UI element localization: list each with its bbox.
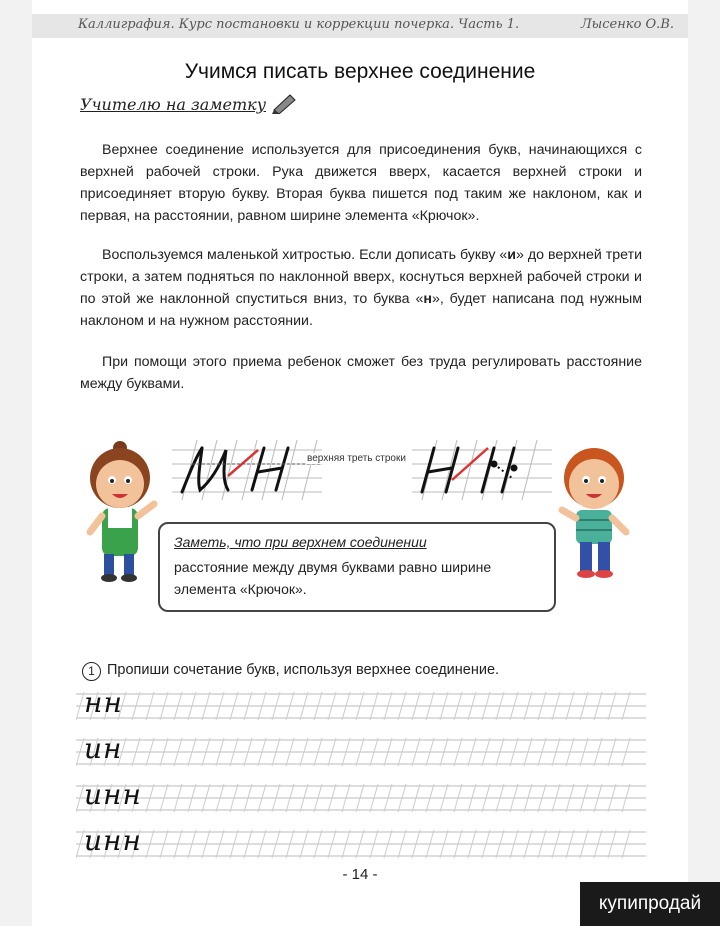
task-instruction bbox=[82, 662, 499, 681]
writing-lines-left bbox=[172, 440, 322, 500]
sample-letters-right bbox=[422, 448, 514, 492]
watermark-badge: купипродай bbox=[580, 882, 720, 926]
practice-row-1: нн bbox=[84, 686, 123, 719]
note-box-title: Заметь, что при верхнем соединении bbox=[174, 534, 427, 550]
paragraph-spacing: При помощи этого приема ребенок сможет без труда регулировать расстояние между буквами. bbox=[80, 354, 642, 392]
pencil-icon bbox=[270, 92, 298, 114]
header-author: Лысенко О.В. bbox=[580, 17, 674, 32]
header-course-title: Каллиграфия. Курс постановки и коррекции почерка. Часть 1. bbox=[78, 17, 520, 32]
practice-row-4: инн bbox=[84, 824, 142, 857]
letter-i-bold: и bbox=[507, 247, 517, 263]
page-header bbox=[32, 14, 688, 38]
paragraph-trick-part1: Воспользуемся маленькой хитростью. Если дописать букву « bbox=[102, 247, 508, 263]
teacher-note-heading: Учителю на заметку bbox=[80, 95, 266, 114]
boy-illustration bbox=[562, 448, 626, 578]
page-number: - 14 - bbox=[342, 866, 378, 883]
paragraph-trick bbox=[80, 244, 642, 332]
letter-n-bold: н bbox=[423, 291, 432, 307]
slant-guides bbox=[76, 692, 630, 858]
upper-third-label: верхняя треть строки bbox=[307, 453, 406, 464]
task-number: 1 bbox=[82, 662, 101, 681]
upper-joint-stroke-left bbox=[228, 450, 258, 476]
note-box bbox=[158, 522, 556, 612]
practice-lines bbox=[76, 686, 646, 866]
page-title: Учимся писать верхнее соединение bbox=[184, 60, 536, 83]
task-text: Пропиши сочетание букв, используя верхнее соединение. bbox=[107, 662, 500, 678]
note-box-text: расстояние между двумя буквами равно ширине элемента «Крючок». bbox=[174, 559, 492, 597]
paragraph-trick-part3: », будет написана под нужным наклоном и на нужном расстоянии. bbox=[80, 291, 642, 329]
practice-row-2: ин bbox=[84, 732, 123, 765]
practice-row-3: инн bbox=[84, 778, 142, 811]
girl-illustration bbox=[90, 441, 154, 582]
paragraph-trick-part2: » до верхней трети строки, а затем подняться по наклонной вверх, коснуться верхней рабочей строки и по этой же наклонной спуститься вниз, то буква « bbox=[80, 247, 642, 307]
paragraph-upper-joint: Верхнее соединение используется для присоединения букв, начинающихся с верхней рабочей строки. Рука движется вверх, касается верхней строки и присоединяет вторую букву. Вторая буква пишется под таким же наклоном, как и первая, на расстоянии, равном ширине элемента «Крючок». bbox=[80, 142, 642, 224]
